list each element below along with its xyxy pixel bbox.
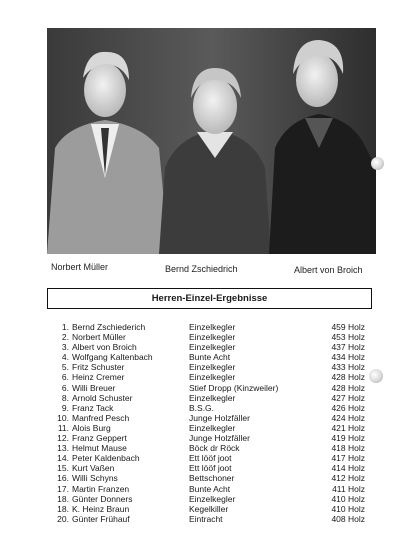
club-cell: Einzelkegler bbox=[189, 332, 236, 343]
rank-cell: 9. bbox=[61, 402, 69, 413]
rank-cell: 2. bbox=[61, 332, 69, 343]
score-cell: 424 Holz bbox=[331, 412, 365, 423]
rank-cell: 20. bbox=[57, 513, 69, 524]
club-cell: B.S.G. bbox=[189, 402, 215, 413]
name-cell: Martin Franzen bbox=[72, 483, 130, 494]
rank-cell: 17. bbox=[57, 483, 69, 494]
table-row bbox=[47, 453, 372, 463]
club-cell: Bettschoner bbox=[189, 473, 235, 484]
name-cell: Manfred Pesch bbox=[72, 412, 130, 423]
score-cell: 410 Holz bbox=[331, 493, 365, 504]
group-photo bbox=[47, 28, 376, 254]
group-photo-drawing bbox=[47, 28, 376, 254]
table-row bbox=[47, 473, 372, 483]
name-cell: Fritz Schuster bbox=[72, 362, 125, 373]
table-row bbox=[47, 362, 372, 372]
rank-cell: 11. bbox=[57, 422, 69, 433]
name-cell: Franz Geppert bbox=[72, 433, 127, 444]
results-title: Herren-Einzel-Ergebnisse bbox=[47, 288, 372, 309]
club-cell: Stief Dropp (Kinzweiler) bbox=[189, 382, 279, 393]
name-cell: Albert von Broich bbox=[72, 342, 137, 353]
rank-cell: 6. bbox=[61, 382, 69, 393]
table-row bbox=[47, 322, 372, 332]
punch-hole-mark bbox=[371, 157, 384, 170]
caption-middle: Bernd Zschiedrich bbox=[165, 264, 238, 274]
table-row bbox=[47, 332, 372, 342]
score-cell: 417 Holz bbox=[331, 453, 365, 464]
table-row bbox=[47, 433, 372, 443]
score-cell: 437 Holz bbox=[331, 342, 365, 353]
score-cell: 453 Holz bbox=[331, 332, 365, 343]
score-cell: 428 Holz bbox=[331, 382, 365, 393]
name-cell: Kurt Vaßen bbox=[72, 463, 115, 474]
club-cell: Einzelkegler bbox=[189, 322, 236, 332]
rank-cell: 16. bbox=[57, 473, 69, 484]
club-cell: Ett lööf joot bbox=[189, 463, 232, 474]
club-cell: Bunte Acht bbox=[189, 352, 231, 363]
score-cell: 428 Holz bbox=[331, 372, 365, 383]
score-cell: 433 Holz bbox=[331, 362, 365, 373]
table-row bbox=[47, 352, 372, 362]
score-cell: 411 Holz bbox=[332, 483, 365, 494]
name-cell: Bernd Zschiederich bbox=[72, 322, 146, 332]
name-cell: Franz Tack bbox=[72, 402, 114, 413]
club-cell: Bunte Acht bbox=[189, 483, 231, 494]
rank-cell: 18. bbox=[57, 493, 69, 504]
name-cell: Wolfgang Kaltenbach bbox=[72, 352, 153, 363]
rank-cell: 10. bbox=[57, 412, 69, 423]
score-cell: 418 Holz bbox=[331, 443, 365, 454]
club-cell: Einzelkegler bbox=[189, 422, 236, 433]
rank-cell: 13. bbox=[57, 443, 69, 454]
rank-cell: 15. bbox=[57, 463, 69, 474]
club-cell: Ett lööf joot bbox=[189, 453, 232, 464]
name-cell: Arnold Schuster bbox=[72, 392, 133, 403]
score-cell: 408 Holz bbox=[331, 513, 365, 524]
results-section bbox=[47, 288, 372, 524]
table-row bbox=[47, 393, 372, 403]
table-row bbox=[47, 372, 372, 382]
table-row bbox=[47, 423, 372, 433]
table-row bbox=[47, 413, 372, 423]
score-cell: 419 Holz bbox=[331, 433, 365, 444]
table-row bbox=[47, 463, 372, 473]
name-cell: Günter Donners bbox=[72, 493, 133, 504]
name-cell: Willi Schyns bbox=[72, 473, 118, 484]
table-row bbox=[47, 403, 372, 413]
name-cell: Norbert Müller bbox=[72, 332, 126, 343]
name-cell: Willi Breuer bbox=[72, 382, 116, 393]
score-cell: 459 Holz bbox=[331, 322, 365, 332]
table-row bbox=[47, 514, 372, 524]
punch-hole-mark bbox=[369, 369, 383, 383]
caption-left: Norbert Müller bbox=[51, 262, 109, 272]
club-cell: Einzelkegler bbox=[189, 342, 236, 353]
score-cell: 426 Holz bbox=[331, 402, 365, 413]
rank-cell: 12. bbox=[57, 433, 69, 444]
caption-right: Albert von Broich bbox=[294, 265, 363, 275]
table-row bbox=[47, 504, 372, 514]
name-cell: Alois Burg bbox=[72, 422, 111, 433]
name-cell: Heinz Cremer bbox=[72, 372, 125, 383]
club-cell: Einzelkegler bbox=[189, 493, 236, 504]
name-cell: K. Heinz Braun bbox=[72, 503, 130, 514]
score-cell: 427 Holz bbox=[331, 392, 365, 403]
table-row bbox=[47, 383, 372, 393]
club-cell: Einzelkegler bbox=[189, 372, 236, 383]
name-cell: Helmut Mause bbox=[72, 443, 127, 454]
rank-cell: 5. bbox=[61, 362, 69, 373]
score-cell: 410 Holz bbox=[331, 503, 365, 514]
score-cell: 434 Holz bbox=[331, 352, 365, 363]
table-row bbox=[47, 494, 372, 504]
results-list bbox=[47, 322, 372, 524]
rank-cell: 14. bbox=[57, 453, 69, 464]
score-cell: 412 Holz bbox=[331, 473, 365, 484]
club-cell: Eintracht bbox=[189, 513, 223, 524]
rank-cell: 6. bbox=[61, 372, 69, 383]
club-cell: Einzelkegler bbox=[189, 392, 236, 403]
club-cell: Kegelkiller bbox=[189, 503, 229, 514]
rank-cell: 18. bbox=[57, 503, 69, 514]
rank-cell: 8. bbox=[61, 392, 69, 403]
table-row bbox=[47, 443, 372, 453]
name-cell: Günter Frühauf bbox=[72, 513, 130, 524]
table-row bbox=[47, 342, 372, 352]
club-cell: Böck dr Röck bbox=[189, 443, 240, 454]
name-cell: Peter Kaldenbach bbox=[72, 453, 140, 464]
rank-cell: 1. bbox=[61, 322, 69, 332]
rank-cell: 3. bbox=[61, 342, 69, 353]
club-cell: Einzelkegler bbox=[189, 362, 236, 373]
table-row bbox=[47, 484, 372, 494]
club-cell: Junge Holzfäller bbox=[189, 412, 250, 423]
score-cell: 421 Holz bbox=[331, 422, 365, 433]
rank-cell: 4. bbox=[61, 352, 69, 363]
club-cell: Junge Holzfäller bbox=[189, 433, 250, 444]
score-cell: 414 Holz bbox=[331, 463, 365, 474]
